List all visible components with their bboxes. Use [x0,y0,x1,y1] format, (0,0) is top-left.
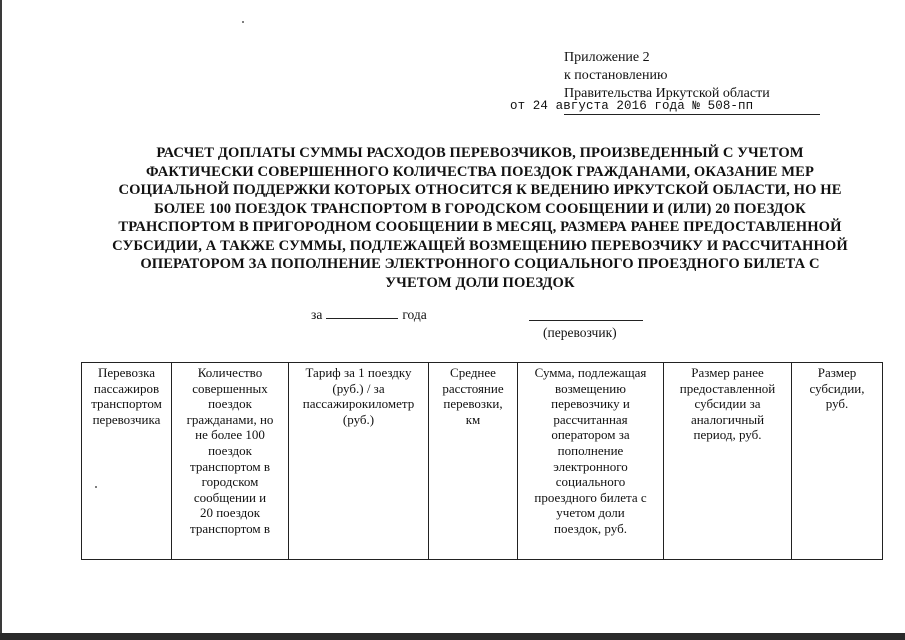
appendix-government: Правительства Иркутской области [564,86,770,101]
title-line: ОПЕРАТОРОМ ЗА ПОПОЛНЕНИЕ ЭЛЕКТРОННОГО СОЦИАЛЬНОГО ПРОЕЗДНОГО БИЛЕТА С [140,256,820,272]
column-header-line: Размер ранее [691,365,764,380]
column-header-line: субсидии за [694,396,761,412]
column-header-line: Размер [817,365,857,380]
decree-underline [564,114,820,115]
title-line: РАСЧЕТ ДОПЛАТЫ СУММЫ РАСХОДОВ ПЕРЕВОЗЧИКОВ, ПРОИЗВЕДЕННЫЙ С УЧЕТОМ [156,145,804,161]
column-header-line: 20 поездок [199,505,261,521]
column-header-line: предоставленной [679,380,776,396]
period-prefix: за [311,307,323,322]
column-header-transport [82,363,172,560]
period-field [311,306,427,323]
column-header-line: период, руб. [693,427,762,443]
appendix-resolution-ref: к постановлению [564,68,668,83]
scan-edge-left [0,0,2,640]
title-line: СОЦИАЛЬНОЙ ПОДДЕРЖКИ КОТОРЫХ ОТНОСИТСЯ К ВЕДЕНИЮ ИРКУТСКОЙ ОБЛАСТИ, НО НЕ [118,182,842,198]
column-header-line: Тариф за 1 поездку [305,365,412,380]
column-header-trips-count [172,363,289,560]
column-header-line: поездок [208,396,252,412]
scan-edge-bottom [0,633,905,640]
column-header-line: рассчитанная [553,411,628,427]
column-header-line: транспортом в [190,520,270,536]
carrier-label: (перевозчик) [543,325,617,340]
column-header-line: (руб.) / за [332,380,385,396]
column-header-line: оператором за [551,427,630,443]
title-line: ТРАНСПОРТОМ В ПРИГОРОДНОМ СООБЩЕНИИ В МЕСЯЦ, РАЗМЕРА РАНЕЕ ПРЕДОСТАВЛЕННОЙ [118,219,842,235]
column-header-previous-subsidy [664,363,792,560]
scan-speck [242,21,244,23]
column-header-line: км [465,411,481,427]
period-suffix: года [402,307,427,322]
column-header-line: совершенных [192,380,268,396]
title-line: СУБСИДИИ, А ТАКЖЕ СУММЫ, ПОДЛЕЖАЩЕЙ ВОЗМЕЩЕНИЮ ПЕРЕВОЗЧИКУ И РАССЧИТАННОЙ [112,237,848,254]
column-header-line: не более 100 [195,427,265,443]
column-header-line: поездок [208,442,252,458]
column-header-avg-distance [429,363,518,560]
column-header-line: транспортом в [190,458,270,474]
document-title [90,144,870,292]
title-line: УЧЕТОМ ДОЛИ ПОЕЗДОК [385,274,575,291]
column-header-line: Перевозка [97,365,155,380]
column-header-subsidy [792,363,883,560]
column-header-reimbursement-sum [518,363,664,560]
column-header-line: Сумма, подлежащая [534,365,647,380]
column-header-line: субсидии, [809,380,865,396]
title-line: ФАКТИЧЕСКИ СОВЕРШЕННОГО КОЛИЧЕСТВА ПОЕЗДОК ГРАЖДАНАМИ, ОКАЗАНИЕ МЕР [146,163,814,180]
column-header-line: пополнение [557,442,624,458]
column-header-line: перевозчику и [551,396,630,412]
column-header-line: возмещению [555,380,626,396]
column-header-line: городском [201,474,259,490]
appendix-header [510,49,770,113]
carrier-blank [529,320,643,321]
column-header-line: поездок, руб. [554,520,627,536]
calculation-table [81,362,883,560]
column-header-line: проездного билета с [534,489,647,505]
column-header-tariff [289,363,429,560]
column-header-line: учетом доли [556,505,625,521]
column-header-line: Количество [197,365,263,380]
column-header-line: перевозки, [443,396,503,412]
column-header-line: электронного [553,458,628,474]
table-header-row [82,363,883,560]
column-header-line: Среднее [450,365,496,380]
column-header-line: пассажирокилометр [302,396,415,412]
column-header-line: перевозчика [92,411,161,427]
column-header-line: аналогичный [690,411,765,427]
appendix-number: Приложение 2 [564,50,650,65]
column-header-line: сообщении и [193,489,267,505]
column-header-line: транспортом [91,396,162,412]
title-line: БОЛЕЕ 100 ПОЕЗДОК ТРАНСПОРТОМ В ГОРОДСКОМ СООБЩЕНИИ И (ИЛИ) 20 ПОЕЗДОК [154,200,806,217]
column-header-line: гражданами, но [186,411,274,427]
column-header-line: руб. [825,396,849,412]
decree-date: от 24 августа 2016 года № 508-пп [510,99,754,113]
column-header-line: расстояние [442,380,504,396]
column-header-line: (руб.) [342,411,375,427]
column-header-line: пассажиров [93,380,160,396]
period-blank [326,306,398,319]
column-header-line: социального [555,474,626,490]
